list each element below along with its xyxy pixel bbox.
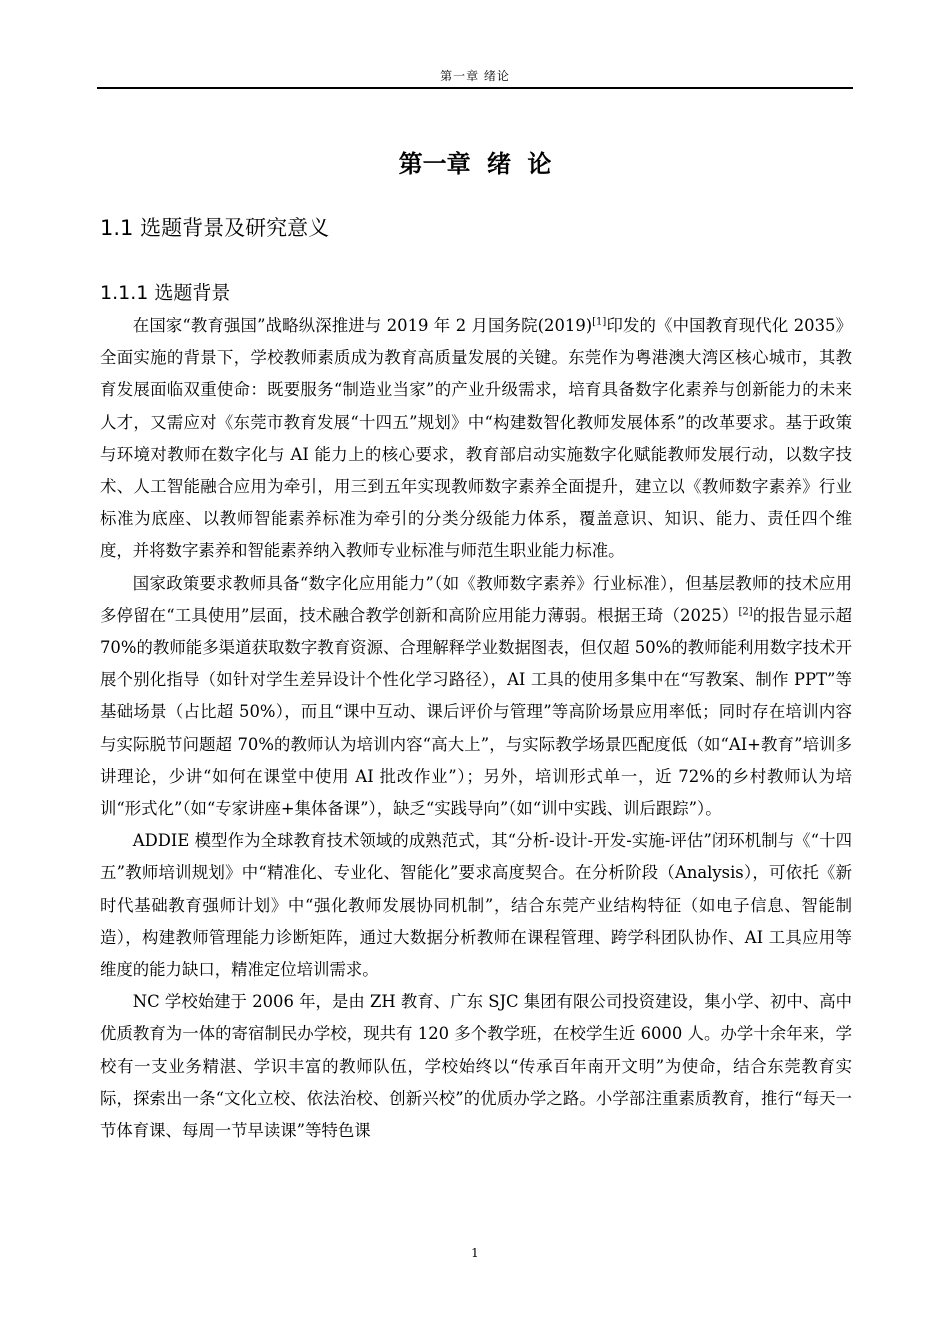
- header-rule: [97, 87, 853, 89]
- running-header: 第一章 绪论: [440, 69, 510, 83]
- page-number: 1: [471, 1246, 479, 1260]
- paragraph-1-text-a: 在国家“教育强国”战略纵深推进与 2019 年 2 月国务院(2019): [132, 316, 593, 335]
- paragraph-4: NC 学校始建于 2006 年，是由 ZH 教育、广东 SJC 集团有限公司投资建设，集小学、初中、高中优质教育为一体的寄宿制民办学校，现共有 120 多个教学班，在校学生近 6000 人。办学十余年来，学校有一支业务精湛、学识丰富的教师队伍，学校始终以“传承百年南开文明”为使命，结合东莞教育实际，探索出一条“文化立校、依法治校、创新兴校”的优质办学之路。小学部注重素质教育，推行“每天一节体育课、每周一节早读课”等特色课: [100, 992, 852, 1141]
- paragraph-1-text-b: 印发的《中国教育现代化 2035》全面实施的背景下，学校教师素质成为教育高质量发展的关键。东莞作为粤港澳大湾区核心城市，其教育发展面临双重使命：既要服务“制造业当家”的产业升级需求，培育具备数字化素养与创新能力的未来人才，又需应对《东莞市教育发展“十四五”规划》中“构建数智化教师发展体系”的改革要求。基于政策与环境对教师在数字化与 AI 能力上的核心要求，教育部启动实施数字化赋能教师发展行动，以数字技术、人工智能融合应用为牵引，用三到五年实现教师数字素养全面提升，建立以《教师数字素养》行业标准为底座、以教师智能素养标准为牵引的分类分级能力体系，覆盖意识、知识、能力、责任四个维度，并将数字素养和智能素养纳入教师专业标准与师范生职业能力标准。: [100, 316, 852, 561]
- subsection-heading: 1.1.1 选题背景: [100, 282, 231, 304]
- citation-1: [1]: [592, 316, 607, 328]
- chapter-title: 第一章 绪 论: [398, 150, 552, 178]
- body-text: [100, 310, 852, 1147]
- paragraph-2: [100, 568, 852, 826]
- paragraph-3: ADDIE 模型作为全球教育技术领域的成熟范式，其“分析-设计-开发-实施-评估”闭环机制与《“十四五”教师培训规划》中“精准化、专业化、智能化”要求高度契合。在分析阶段（Analysis），可依托《新时代基础教育强师计划》中“强化教师发展协同机制”，结合东莞产业结构特征（如电子信息、智能制造），构建教师管理能力诊断矩阵，通过大数据分析教师在课程管理、跨学科团队协作、AI 工具应用等维度的能力缺口，精准定位培训需求。: [100, 831, 852, 980]
- section-heading: 1.1 选题背景及研究意义: [100, 216, 330, 240]
- paragraph-1: [100, 310, 852, 568]
- paragraph-2-text-a: 国家政策要求教师具备“数字化应用能力”（如《教师数字素养》行业标准），但基层教师的技术应用多停留在“工具使用”层面，技术融合教学创新和高阶应用能力薄弱。根据王琦（2025）: [100, 573, 852, 625]
- citation-2: [2]: [738, 606, 753, 618]
- paragraph-2-text-b: 的报告显示超 70%的教师能多渠道获取数字教育资源、合理解释学业数据图表，但仅超 50%的教师能利用数字技术开展个别化指导（如针对学生差异设计个性化学习路径），AI 工具的使用多集中在“写教案、制作 PPT”等基础场景（占比超 50%），而且“课中互动、课后评价与管理”等高阶场景应用率低；同时存在培训内容与实际脱节问题超 70%的教师认为培训内容“高大上”，与实际教学场景匹配度低（如“AI+教育”培训多讲理论，少讲“如何在课堂中使用 AI 批改作业”）；另外，培训形式单一，近 72%的乡村教师认为培训“形式化”（如“专家讲座+集体备课”），缺乏“实践导向”（如“训中实践、训后跟踪”）。: [100, 605, 852, 819]
